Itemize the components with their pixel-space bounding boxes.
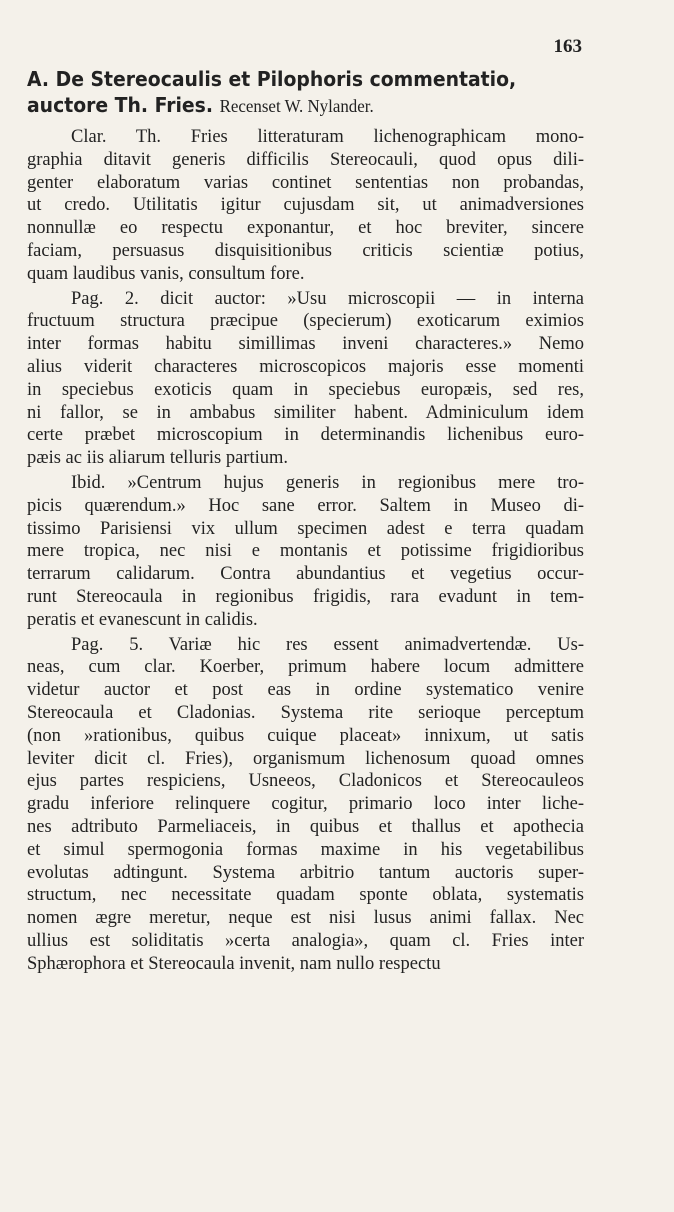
- text-line: gradu inferiore relinquere cogitur, primario loco inter liche-: [27, 794, 584, 815]
- text-line: (non »rationibus, quibus cuique placeat» innixum, ut satis: [27, 725, 584, 746]
- text-line: Pag. 5. Variæ hic res essent animadvertendæ. Us-: [71, 634, 584, 655]
- title-main: A. De Stereocaulis et Pilophoris commentatio, auctore Th. Fries.: [27, 67, 517, 117]
- text-line: ullius est soliditatis »certa analogia», quam cl. Fries inter: [27, 930, 584, 951]
- text-line: genter elaboratum varias continet sententias non probandas,: [27, 172, 584, 193]
- title-recensio: Recenset W. Nylander.: [219, 96, 374, 116]
- text-line: tissimo Parisiensi vix ullum specimen adest e terra quadam: [27, 518, 584, 539]
- body-text: [27, 126, 584, 977]
- paragraph: [27, 634, 584, 976]
- text-line: ejus partes respiciens, Usneeos, Cladonicos et Stereocauleos: [27, 771, 584, 792]
- text-line: neas, cum clar. Koerber, primum habere locum admittere: [27, 657, 584, 678]
- text-line: runt Stereocaula in regionibus frigidis, rara evadunt in tem-: [27, 586, 584, 607]
- text-line: certe præbet microscopium in determinandis lichenibus euro-: [27, 425, 584, 446]
- text-line: et simul spermogonia formas maxime in his vegetabilibus: [27, 839, 584, 860]
- text-line: videtur auctor et post eas in ordine systematico venire: [27, 680, 584, 701]
- paragraph: [27, 288, 584, 470]
- page-number: 163: [553, 36, 582, 57]
- text-line: evolutas adtingunt. Systema arbitrio tantum auctoris super-: [27, 862, 584, 883]
- text-line: mere tropica, nec nisi e montanis et potissime frigidioribus: [27, 541, 584, 562]
- text-line: peratis et evanescunt in calidis.: [27, 609, 258, 630]
- text-line: terrarum calidarum. Contra abundantius et vegetius occur-: [27, 564, 584, 585]
- text-line: Clar. Th. Fries litteraturam lichenographicam mono-: [71, 127, 584, 147]
- text-line: inter formas habitu simillimas inveni characteres.» Nemo: [27, 334, 584, 355]
- text-line: graphia ditavit generis difficilis Stereocauli, quod opus dili-: [27, 149, 584, 170]
- text-line: Pag. 2. dicit auctor: »Usu microscopii — in interna: [71, 288, 584, 309]
- text-line: nonnullæ eo respectu exponantur, et hoc breviter, sincere: [27, 218, 584, 239]
- article-title: [27, 66, 553, 119]
- text-line: Ibid. »Centrum hujus generis in regionibus mere tro-: [71, 472, 584, 493]
- text-line: quam laudibus vanis, consultum fore.: [27, 263, 305, 284]
- text-line: faciam, persuasus disquisitionibus criticis scientiæ potius,: [27, 240, 584, 261]
- text-line: alius viderit characteres microscopicos majoris esse momenti: [27, 356, 584, 377]
- paragraph: [27, 126, 584, 286]
- text-line: Stereocaula et Cladonias. Systema rite serioque perceptum: [27, 702, 584, 723]
- text-line: picis quærendum.» Hoc sane error. Saltem in Museo di-: [27, 495, 584, 516]
- text-line: ut credo. Utilitatis igitur cujusdam sit, ut animadversiones: [27, 195, 584, 216]
- text-line: nes adtributo Parmeliaceis, in quibus et thallus et apothecia: [27, 816, 584, 837]
- text-line: leviter dicit cl. Fries), organismum lichenosum quoad omnes: [27, 748, 584, 769]
- text-line: Sphærophora et Stereocaula invenit, nam nullo respectu: [27, 953, 441, 974]
- text-line: pæis ac iis aliarum telluris partium.: [27, 448, 289, 469]
- text-line: fructuum structura præcipue (specierum) exoticarum eximios: [27, 311, 584, 332]
- text-line: structum, nec necessitate quadam sponte oblata, systematis: [27, 885, 584, 906]
- text-line: in speciebus exoticis quam in speciebus europæis, sed res,: [27, 379, 584, 400]
- text-line: nomen ægre meretur, neque est nisi lusus animi fallax. Nec: [27, 908, 584, 929]
- text-line: ni fallor, se in ambabus similiter habent. Adminiculum idem: [27, 402, 584, 423]
- paragraph: [27, 472, 584, 632]
